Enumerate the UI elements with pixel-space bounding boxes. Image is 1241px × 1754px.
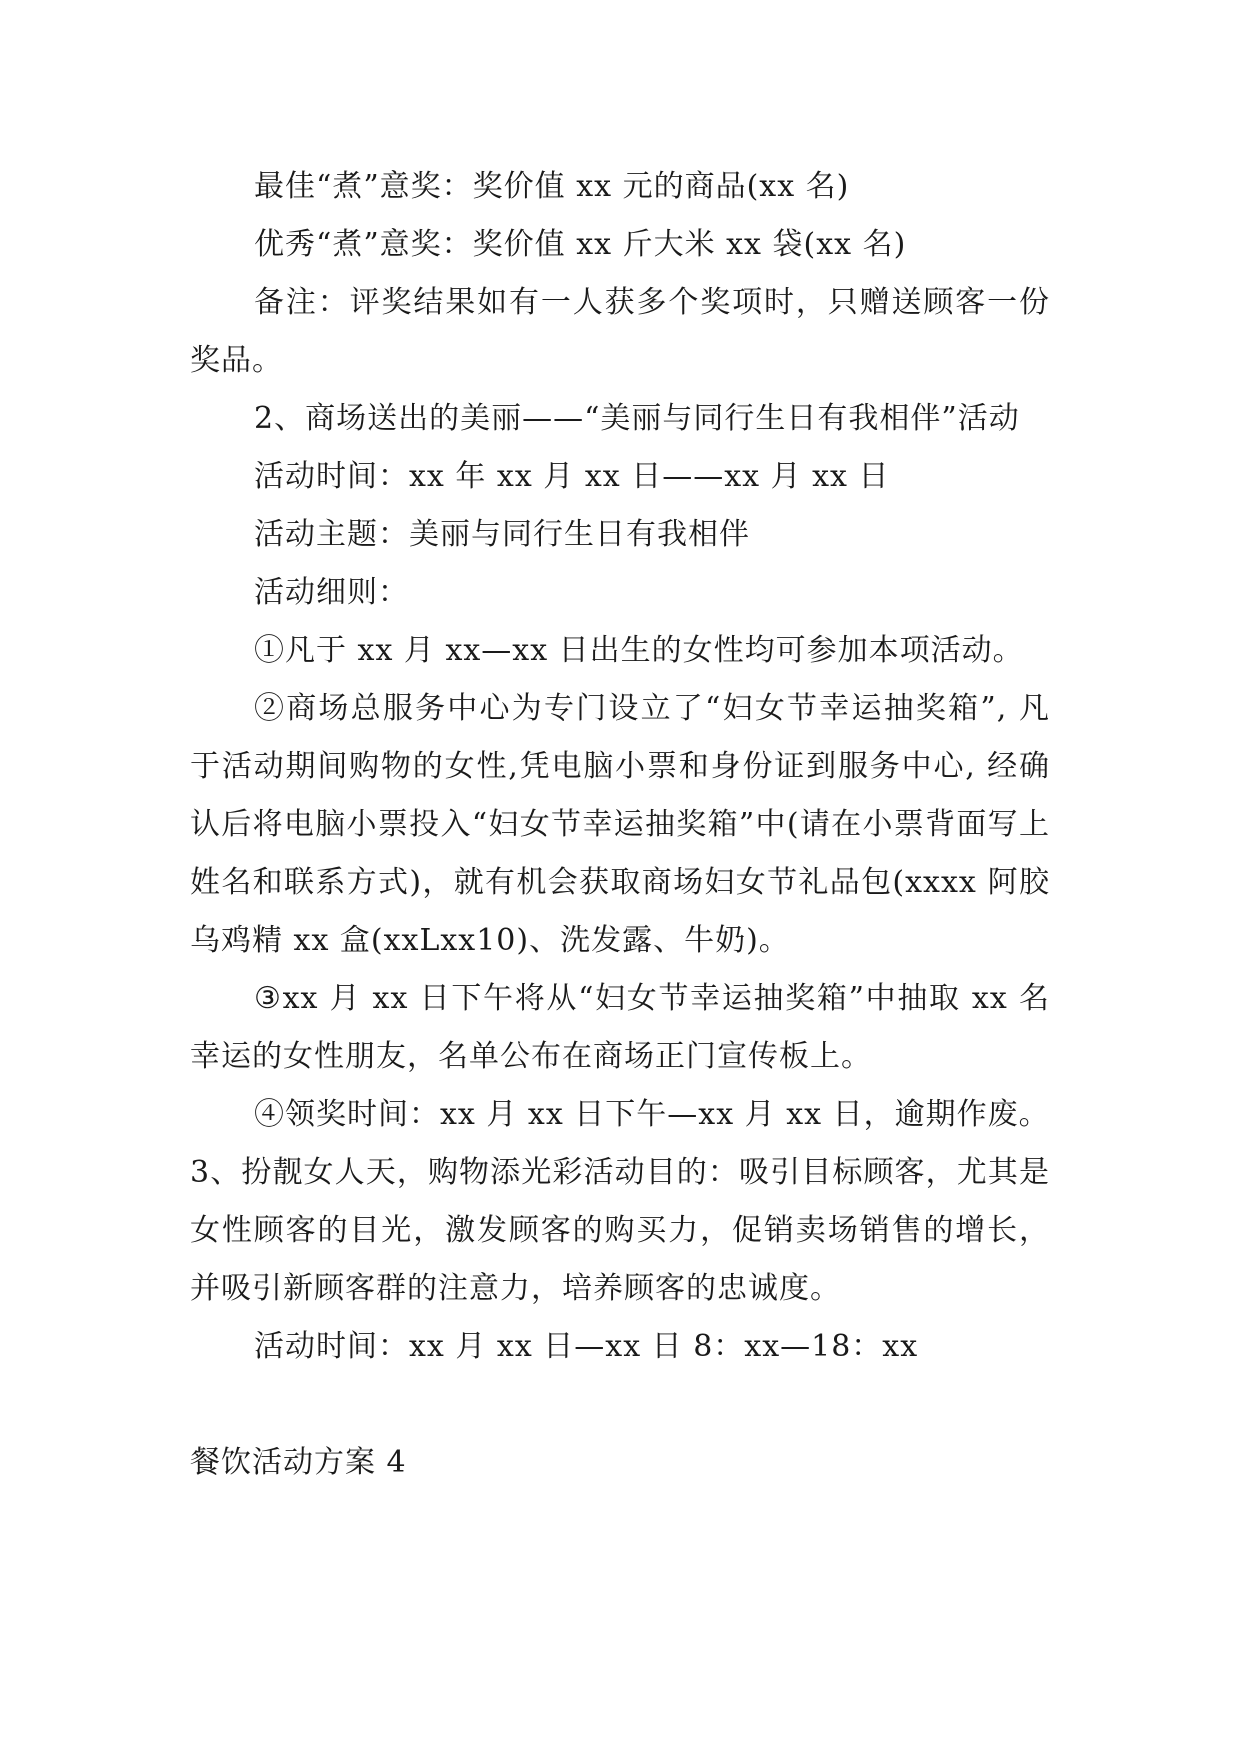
activity-3-paragraph: 3、扮靓女人天，购物添光彩活动目的：吸引目标顾客，尤其是女性顾客的目光，激发顾客的购买力，促销卖场销售的增长，并吸引新顾客群的注意力，培养顾客的忠诚度。: [190, 1155, 1050, 1306]
rule-2: ②商场总服务中心为专门设立了“妇女节幸运抽奖箱”, 凡于活动期间购物的女性,凭电脑小票和身份证到服务中心, 经确认后将电脑小票投入“妇女节幸运抽奖箱”中(请在小票背面写上姓名和联系方式)，就有机会获取商场妇女节礼品包(xxxx 阿胶乌鸡精 xx 盒(xxLxx10)、洗发露、牛奶)。: [190, 691, 1050, 958]
activity-2-rules-label: 活动细则：: [254, 575, 409, 610]
rule-1: ①凡于 xx 月 xx—xx 日出生的女性均可参加本项活动。: [254, 633, 1024, 668]
document-page: [190, 158, 1050, 1492]
activity-2-time: 活动时间：xx 年 xx 月 xx 日——xx 月 xx 日: [254, 459, 890, 494]
activity-2-theme: 活动主题：美丽与同行生日有我相伴: [254, 517, 750, 552]
award-best-line: 最佳“煮”意奖：奖价值 xx 元的商品(xx 名): [254, 169, 850, 204]
activity-2-title: 2、商场送出的美丽——“美丽与同行生日有我相伴”活动: [254, 401, 1020, 436]
award-excellent-line: 优秀“煮”意奖：奖价值 xx 斤大米 xx 袋(xx 名): [254, 227, 907, 262]
rule-4: ④领奖时间：xx 月 xx 日下午—xx 月 xx 日，逾期作废。: [254, 1097, 1050, 1132]
remark-paragraph: 备注：评奖结果如有一人获多个奖项时，只赠送顾客一份奖品。: [190, 285, 1050, 378]
rule-3: ③xx 月 xx 日下午将从“妇女节幸运抽奖箱”中抽取 xx 名幸运的女性朋友，名单公布在商场正门宣传板上。: [190, 981, 1050, 1074]
section-heading: 餐饮活动方案 4: [190, 1445, 407, 1480]
activity-3-time: 活动时间：xx 月 xx 日—xx 日 8：xx—18：xx: [254, 1329, 919, 1364]
